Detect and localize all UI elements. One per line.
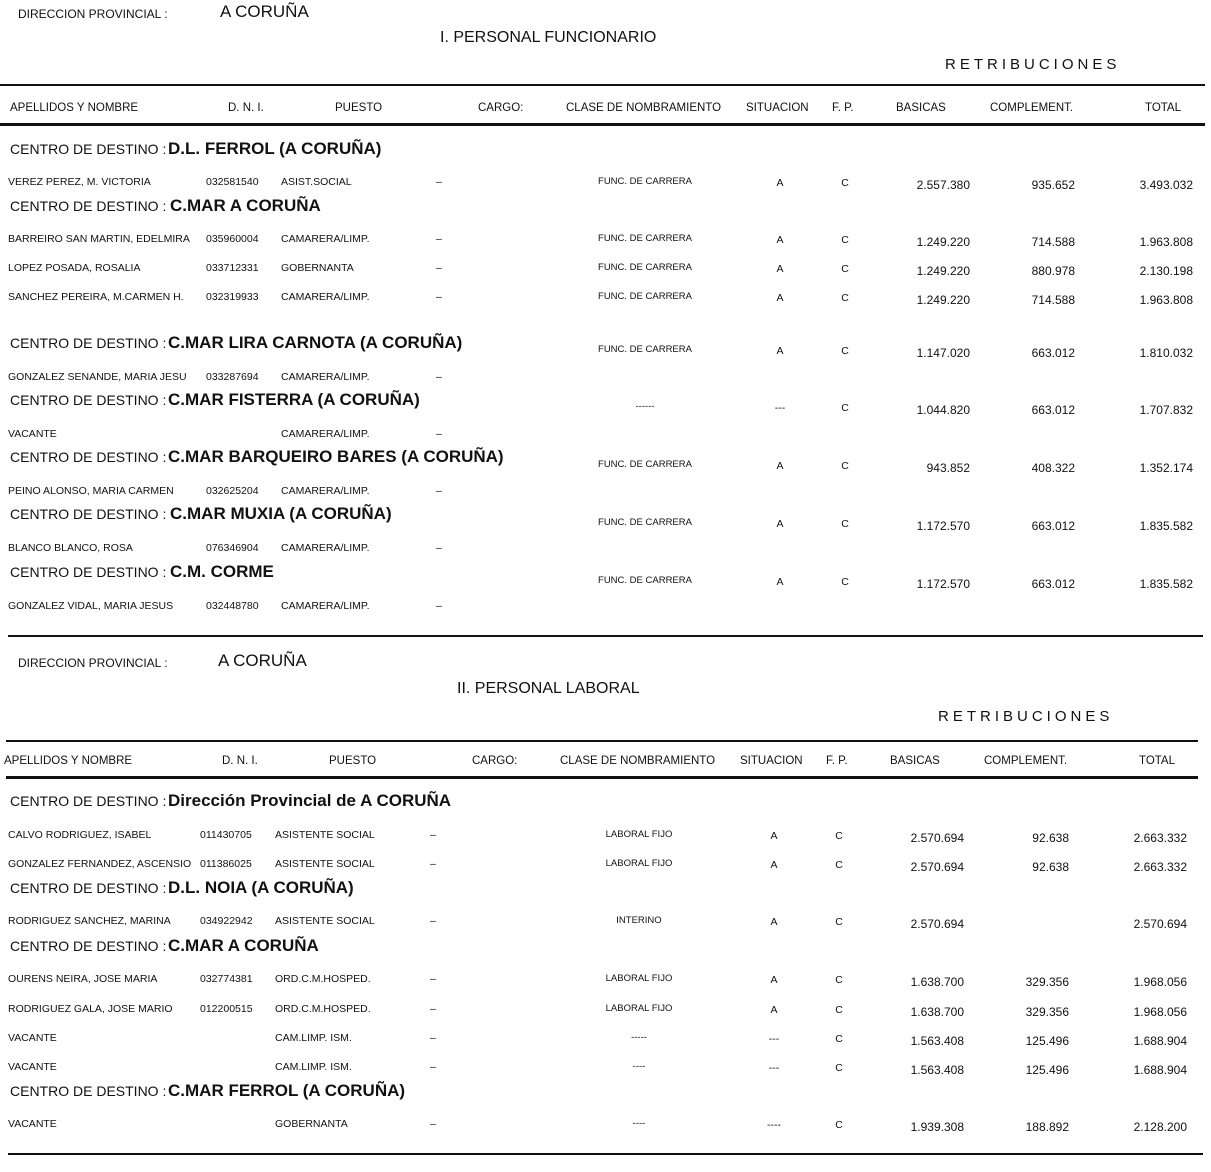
employee-situacion: A — [776, 345, 784, 357]
centro-destino-label: CENTRO DE DESTINO : — [10, 392, 167, 408]
employee-basicas: 1.638.700 — [910, 975, 964, 989]
employee-dni: 032625204 — [206, 485, 259, 497]
employee-clase: FUNC. DE CARRERA — [598, 344, 692, 355]
employee-name: SANCHEZ PEREIRA, M.CARMEN H. — [8, 291, 184, 303]
employee-basicas: 1.563.408 — [910, 1063, 964, 1077]
employee-dni: 032581540 — [206, 176, 259, 188]
col-header-situacion: SITUACION — [740, 755, 803, 767]
col-header-cargo: CARGO: — [478, 102, 524, 114]
employee-name: CALVO RODRIGUEZ, ISABEL — [8, 829, 152, 841]
employee-clase: LABORAL FIJO — [605, 973, 673, 984]
employee-situacion: A — [770, 859, 778, 871]
employee-basicas: 1.172.570 — [916, 577, 970, 591]
employee-cargo: – — [436, 428, 442, 440]
employee-situacion: A — [776, 177, 784, 189]
employee-cargo: – — [430, 973, 436, 985]
employee-clase: INTERINO — [616, 915, 662, 926]
employee-puesto: CAMARERA/LIMP. — [281, 542, 370, 554]
col-header-nombre: APELLIDOS Y NOMBRE — [4, 755, 133, 767]
centro-destino-label: CENTRO DE DESTINO : — [10, 938, 167, 954]
employee-total: 2.130.198 — [1139, 264, 1193, 278]
employee-name: PEINO ALONSO, MARIA CARMEN — [8, 485, 174, 497]
employee-basicas: 1.249.220 — [916, 264, 970, 278]
employee-cargo: – — [436, 485, 442, 497]
employee-total: 1.835.582 — [1139, 577, 1193, 591]
col-header-basicas: BASICAS — [890, 755, 940, 767]
col-header-situacion: SITUACION — [746, 102, 809, 114]
employee-basicas: 2.570.694 — [910, 860, 964, 874]
employee-dni: 035960004 — [206, 233, 259, 245]
centro-destino-name: D.L. NOIA (A CORUÑA) — [168, 878, 354, 897]
centro-destino-name: C.MAR MUXIA (A CORUÑA) — [170, 504, 392, 523]
employee-situacion: --- — [768, 1033, 780, 1045]
employee-situacion: A — [776, 234, 784, 246]
employee-clase: LABORAL FIJO — [605, 829, 673, 840]
employee-complement: 663.012 — [1031, 346, 1075, 360]
employee-puesto: CAM.LIMP. ISM. — [275, 1032, 352, 1044]
employee-clase: ------ — [635, 401, 655, 412]
employee-clase: FUNC. DE CARRERA — [598, 291, 692, 302]
employee-situacion: A — [776, 576, 784, 588]
employee-dni: 032319933 — [206, 291, 259, 303]
dp-value: A CORUÑA — [220, 2, 309, 21]
centro-destino-label: CENTRO DE DESTINO : — [10, 198, 167, 214]
employee-complement: 935.652 — [1031, 178, 1075, 192]
employee-situacion: A — [776, 460, 784, 472]
employee-fp: C — [835, 1033, 843, 1045]
header-rule-top — [0, 84, 1205, 86]
employee-complement: 663.012 — [1031, 403, 1075, 417]
col-header-cargo: CARGO: — [472, 755, 518, 767]
employee-puesto: GOBERNANTA — [281, 262, 354, 274]
employee-puesto: GOBERNANTA — [275, 1118, 348, 1130]
centro-destino-name: Dirección Provincial de A CORUÑA — [168, 791, 452, 810]
employee-puesto: ASIST.SOCIAL — [281, 176, 352, 188]
employee-complement: 714.588 — [1031, 235, 1075, 249]
centro-destino-name: C.MAR BARQUEIRO BARES (A CORUÑA) — [168, 447, 504, 466]
employee-puesto: CAMARERA/LIMP. — [281, 233, 370, 245]
centro-destino-label: CENTRO DE DESTINO : — [10, 880, 167, 896]
centro-destino-label: CENTRO DE DESTINO : — [10, 793, 167, 809]
employee-fp: C — [841, 345, 849, 357]
employee-puesto: CAM.LIMP. ISM. — [275, 1061, 352, 1073]
employee-cargo: – — [430, 1003, 436, 1015]
employee-fp: C — [835, 1119, 843, 1131]
employee-puesto: ASISTENTE SOCIAL — [275, 829, 375, 841]
employee-fp: C — [835, 974, 843, 986]
employee-cargo: – — [430, 1032, 436, 1044]
employee-puesto: CAMARERA/LIMP. — [281, 428, 370, 440]
header-rule-bottom — [6, 776, 1198, 779]
employee-basicas: 1.638.700 — [910, 1005, 964, 1019]
employee-dni: 032774381 — [200, 973, 253, 985]
retribuciones-label: RETRIBUCIONES — [945, 56, 1121, 73]
employee-cargo: – — [430, 858, 436, 870]
employee-total: 3.493.032 — [1139, 178, 1193, 192]
employee-fp: C — [841, 177, 849, 189]
employee-name: BARREIRO SAN MARTIN, EDELMIRA — [8, 233, 190, 245]
employee-clase: FUNC. DE CARRERA — [598, 233, 692, 244]
col-header-clase: CLASE DE NOMBRAMIENTO — [566, 102, 722, 114]
employee-dni: 076346904 — [206, 542, 259, 554]
employee-complement: 92.638 — [1032, 860, 1069, 874]
employee-basicas: 1.172.570 — [916, 519, 970, 533]
employee-name: VACANTE — [8, 1061, 57, 1073]
col-header-clase: CLASE DE NOMBRAMIENTO — [560, 755, 716, 767]
employee-fp: C — [841, 402, 849, 414]
centro-destino-label: CENTRO DE DESTINO : — [10, 506, 167, 522]
centro-destino-name: C.MAR LIRA CARNOTA (A CORUÑA) — [168, 333, 463, 352]
employee-clase: LABORAL FIJO — [605, 1003, 673, 1014]
employee-name: BLANCO BLANCO, ROSA — [8, 542, 133, 554]
employee-puesto: CAMARERA/LIMP. — [281, 600, 370, 612]
employee-dni: 011386025 — [200, 858, 252, 870]
section-end-rule — [8, 1153, 1203, 1155]
employee-name: LOPEZ POSADA, ROSALIA — [8, 262, 141, 274]
centro-destino-name: C.MAR FISTERRA (A CORUÑA) — [168, 390, 420, 409]
employee-puesto: ASISTENTE SOCIAL — [275, 858, 375, 870]
employee-total: 1.688.904 — [1133, 1034, 1187, 1048]
col-header-basicas: BASICAS — [896, 102, 946, 114]
employee-fp: C — [835, 916, 843, 928]
employee-name: RODRIGUEZ GALA, JOSE MARIO — [8, 1003, 173, 1015]
centro-destino-label: CENTRO DE DESTINO : — [10, 335, 167, 351]
employee-clase: FUNC. DE CARRERA — [598, 262, 692, 273]
employee-situacion: A — [776, 263, 784, 275]
employee-complement: 329.356 — [1025, 1005, 1069, 1019]
employee-cargo: – — [436, 262, 442, 274]
employee-situacion: A — [776, 518, 784, 530]
employee-fp: C — [841, 292, 849, 304]
col-header-complement: COMPLEMENT. — [984, 755, 1068, 767]
employee-name: VACANTE — [8, 1032, 57, 1044]
dp-label: DIRECCION PROVINCIAL : — [18, 656, 168, 670]
employee-dni: 034922942 — [200, 915, 253, 927]
centro-destino-label: CENTRO DE DESTINO : — [10, 141, 167, 157]
employee-cargo: – — [436, 371, 442, 383]
employee-total: 1.963.808 — [1139, 293, 1193, 307]
centro-destino-name: C.MAR FERROL (A CORUÑA) — [168, 1081, 406, 1100]
employee-cargo: – — [430, 915, 436, 927]
col-header-total: TOTAL — [1145, 102, 1181, 114]
employee-basicas: 1.147.020 — [916, 346, 970, 360]
col-header-fp: F. P. — [832, 102, 854, 114]
employee-total: 1.963.808 — [1139, 235, 1193, 249]
employee-total: 2.663.332 — [1133, 860, 1187, 874]
col-header-puesto: PUESTO — [335, 102, 383, 114]
employee-dni: 011430705 — [200, 829, 252, 841]
employee-basicas: 1.249.220 — [916, 235, 970, 249]
employee-complement: 408.322 — [1031, 461, 1075, 475]
employee-cargo: – — [430, 829, 436, 841]
employee-puesto: ORD.C.M.HOSPED. — [275, 973, 371, 985]
employee-complement: 125.496 — [1025, 1063, 1069, 1077]
centro-destino-label: CENTRO DE DESTINO : — [10, 564, 167, 580]
employee-puesto: ASISTENTE SOCIAL — [275, 915, 375, 927]
employee-cargo: – — [436, 291, 442, 303]
employee-fp: C — [835, 1062, 843, 1074]
employee-puesto: CAMARERA/LIMP. — [281, 485, 370, 497]
employee-fp: C — [841, 518, 849, 530]
employee-situacion: --- — [774, 402, 786, 414]
employee-clase: FUNC. DE CARRERA — [598, 517, 692, 528]
employee-dni: 033712331 — [206, 262, 259, 274]
employee-name: OURENS NEIRA, JOSE MARIA — [8, 973, 158, 985]
employee-fp: C — [841, 576, 849, 588]
employee-basicas: 2.557.380 — [916, 178, 970, 192]
employee-name: RODRIGUEZ SANCHEZ, MARINA — [8, 915, 171, 927]
employee-basicas: 1.563.408 — [910, 1034, 964, 1048]
section-end-rule — [8, 635, 1203, 637]
employee-situacion: A — [776, 292, 784, 304]
centro-destino-name: D.L. FERROL (A CORUÑA) — [168, 139, 382, 158]
employee-cargo: – — [436, 233, 442, 245]
col-header-puesto: PUESTO — [329, 755, 377, 767]
employee-complement: 125.496 — [1025, 1034, 1069, 1048]
employee-basicas: 1.044.820 — [916, 403, 970, 417]
employee-name: VACANTE — [8, 428, 57, 440]
employee-puesto: ORD.C.M.HOSPED. — [275, 1003, 371, 1015]
employee-total: 1.810.032 — [1139, 346, 1193, 360]
employee-complement: 663.012 — [1031, 519, 1075, 533]
employee-complement: 663.012 — [1031, 577, 1075, 591]
section-title: I. PERSONAL FUNCIONARIO — [440, 29, 657, 46]
employee-basicas: 1.249.220 — [916, 293, 970, 307]
employee-clase: ---- — [632, 1118, 646, 1129]
employee-cargo: – — [436, 176, 442, 188]
employee-total: 2.570.694 — [1133, 917, 1187, 931]
employee-dni: 012200515 — [200, 1003, 253, 1015]
header-rule-top — [6, 740, 1198, 742]
employee-complement: 188.892 — [1025, 1120, 1069, 1134]
employee-complement: 92.638 — [1032, 831, 1069, 845]
employee-cargo: – — [436, 600, 442, 612]
employee-clase: FUNC. DE CARRERA — [598, 176, 692, 187]
col-header-dni: D. N. I. — [222, 755, 258, 767]
employee-situacion: A — [770, 916, 778, 928]
employee-situacion: A — [770, 830, 778, 842]
employee-clase: FUNC. DE CARRERA — [598, 575, 692, 586]
employee-fp: C — [841, 263, 849, 275]
centro-destino-name: C.M. CORME — [170, 562, 274, 581]
employee-name: GONZALEZ SENANDE, MARIA JESU — [8, 371, 187, 383]
retribuciones-label: RETRIBUCIONES — [938, 708, 1114, 725]
header-rule-bottom — [0, 123, 1205, 126]
employee-dni: 033287694 — [206, 371, 259, 383]
employee-fp: C — [841, 460, 849, 472]
employee-total: 1.688.904 — [1133, 1063, 1187, 1077]
employee-cargo: – — [430, 1061, 436, 1073]
employee-basicas: 943.852 — [926, 461, 970, 475]
employee-fp: C — [835, 1004, 843, 1016]
employee-total: 2.663.332 — [1133, 831, 1187, 845]
employee-name: VEREZ PEREZ, M. VICTORIA — [8, 176, 151, 188]
employee-complement: 880.978 — [1031, 264, 1075, 278]
col-header-dni: D. N. I. — [228, 102, 264, 114]
centro-destino-name: C.MAR A CORUÑA — [168, 936, 319, 955]
employee-dni: 032448780 — [206, 600, 259, 612]
employee-clase: ----- — [631, 1032, 647, 1043]
col-header-complement: COMPLEMENT. — [990, 102, 1074, 114]
centro-destino-label: CENTRO DE DESTINO : — [10, 449, 167, 465]
employee-cargo: – — [436, 542, 442, 554]
employee-total: 1.707.832 — [1139, 403, 1193, 417]
employee-situacion: --- — [768, 1062, 780, 1074]
employee-clase: LABORAL FIJO — [605, 858, 673, 869]
dp-label: DIRECCION PROVINCIAL : — [18, 7, 168, 21]
employee-fp: C — [835, 830, 843, 842]
centro-destino-label: CENTRO DE DESTINO : — [10, 1083, 167, 1099]
employee-total: 1.968.056 — [1133, 975, 1187, 989]
employee-cargo: – — [430, 1118, 436, 1130]
employee-name: GONZALEZ VIDAL, MARIA JESUS — [8, 600, 174, 612]
employee-clase: ---- — [632, 1061, 646, 1072]
employee-fp: C — [841, 234, 849, 246]
col-header-nombre: APELLIDOS Y NOMBRE — [10, 102, 139, 114]
employee-basicas: 2.570.694 — [910, 917, 964, 931]
employee-situacion: A — [770, 1004, 778, 1016]
employee-basicas: 2.570.694 — [910, 831, 964, 845]
centro-destino-name: C.MAR A CORUÑA — [170, 196, 321, 215]
col-header-fp: F. P. — [826, 755, 848, 767]
employee-situacion: ---- — [767, 1119, 781, 1131]
employee-puesto: CAMARERA/LIMP. — [281, 371, 370, 383]
employee-name: VACANTE — [8, 1118, 57, 1130]
employee-complement: 714.588 — [1031, 293, 1075, 307]
dp-value: A CORUÑA — [218, 651, 307, 670]
employee-complement: 329.356 — [1025, 975, 1069, 989]
employee-situacion: A — [770, 974, 778, 986]
employee-total: 1.352.174 — [1139, 461, 1193, 475]
section-title: II. PERSONAL LABORAL — [457, 680, 640, 697]
col-header-total: TOTAL — [1139, 755, 1175, 767]
employee-total: 1.835.582 — [1139, 519, 1193, 533]
employee-name: GONZALEZ FERNANDEZ, ASCENSIO — [8, 858, 192, 870]
employee-total: 1.968.056 — [1133, 1005, 1187, 1019]
employee-clase: FUNC. DE CARRERA — [598, 459, 692, 470]
employee-basicas: 1.939.308 — [910, 1120, 964, 1134]
employee-fp: C — [835, 859, 843, 871]
employee-total: 2.128.200 — [1133, 1120, 1187, 1134]
employee-puesto: CAMARERA/LIMP. — [281, 291, 370, 303]
